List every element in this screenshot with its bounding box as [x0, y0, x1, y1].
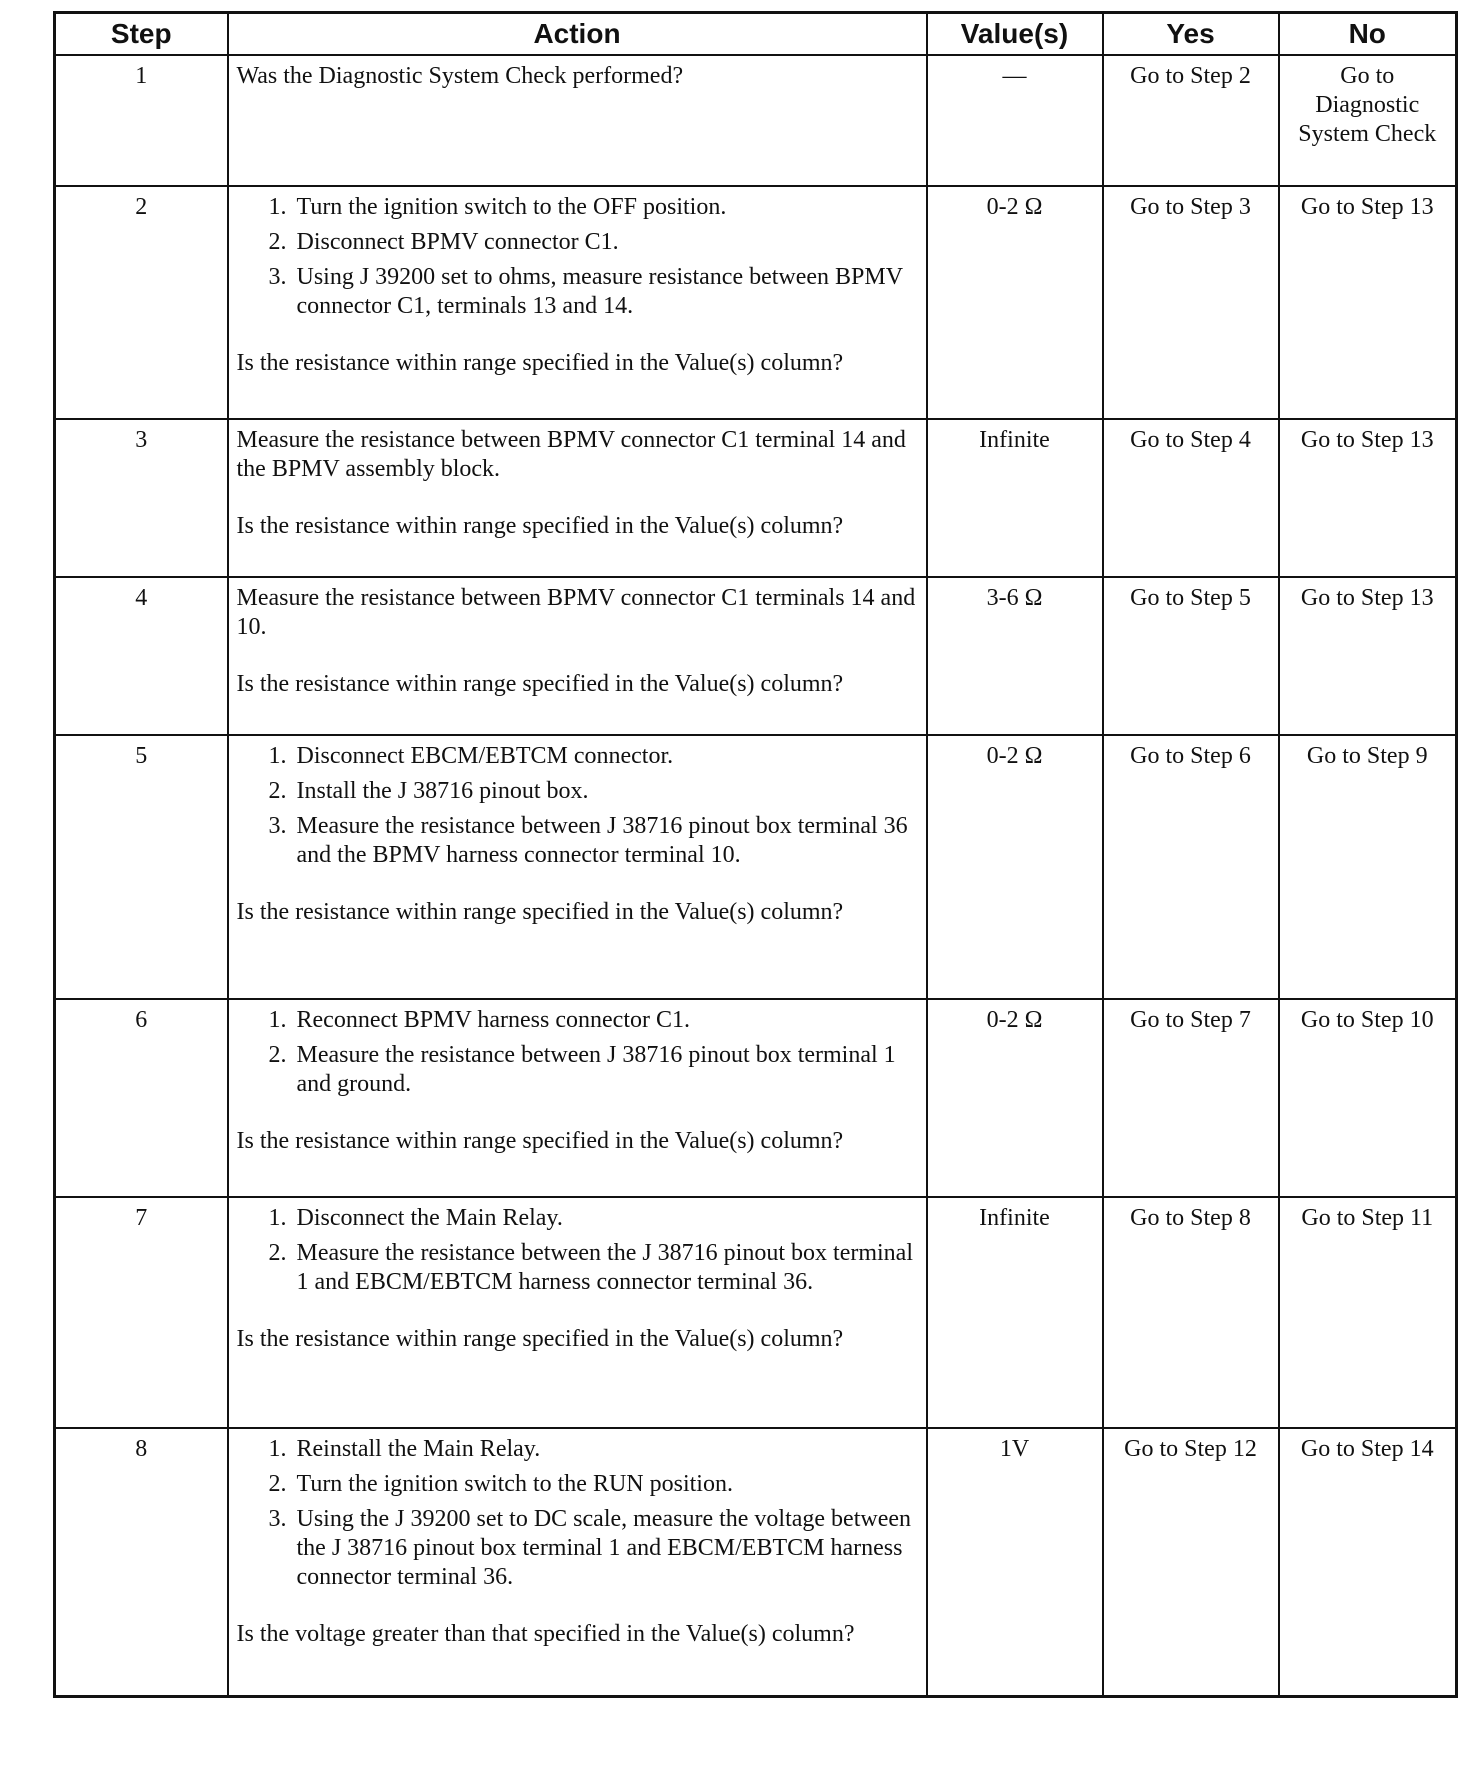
table-row [55, 186, 1457, 419]
action-cell [228, 186, 927, 419]
action-step: 1. Turn the ignition switch to the OFF position. [293, 193, 918, 222]
action-question: Is the resistance within range specified in the Value(s) column? [236, 350, 844, 376]
action-step: 3. Using J 39200 set to ohms, measure resistance between BPMV connector C1, terminals 13 and 14. [293, 263, 918, 321]
value-cell: 0-2 Ω [927, 186, 1103, 419]
no-cell: Go to Step 10 [1279, 999, 1457, 1197]
no-cell: Go to Step 14 [1279, 1428, 1457, 1696]
action-step: 1. Disconnect EBCM/EBTCM connector. [293, 742, 918, 771]
table-row [55, 55, 1457, 186]
step-number: 7 [55, 1197, 228, 1428]
action-step: 2. Disconnect BPMV connector C1. [293, 228, 918, 257]
action-cell [228, 1428, 927, 1696]
yes-cell: Go to Step 2 [1103, 55, 1279, 186]
table-row [55, 577, 1457, 735]
yes-cell: Go to Step 12 [1103, 1428, 1279, 1696]
action-step: 1. Disconnect the Main Relay. [293, 1204, 918, 1233]
yes-cell: Go to Step 8 [1103, 1197, 1279, 1428]
action-step: 3. Using the J 39200 set to DC scale, measure the voltage between the J 38716 pinout box terminal 1 and EBCM/EBTCM harness connector terminal 36. [293, 1505, 918, 1592]
value-cell: 3-6 Ω [927, 577, 1103, 735]
action-question: Is the voltage greater than that specified in the Value(s) column? [236, 1621, 855, 1647]
action-steps [237, 1435, 918, 1592]
table-row [55, 999, 1457, 1197]
yes-cell: Go to Step 6 [1103, 735, 1279, 999]
value-cell: — [927, 55, 1103, 186]
action-cell [228, 735, 927, 999]
value-cell: 0-2 Ω [927, 735, 1103, 999]
value-cell: 1V [927, 1428, 1103, 1696]
action-text: Measure the resistance between BPMV connector C1 terminal 14 and the BPMV assembly block. [236, 427, 906, 482]
table-row [55, 735, 1457, 999]
action-steps [237, 1204, 918, 1297]
action-steps [237, 193, 918, 321]
action-steps [237, 1006, 918, 1099]
step-number: 3 [55, 419, 228, 577]
action-question: Is the resistance within range specified in the Value(s) column? [236, 899, 844, 925]
step-number: 8 [55, 1428, 228, 1696]
no-cell: Go to Step 13 [1279, 419, 1457, 577]
action-cell [228, 55, 927, 186]
action-step: 2. Measure the resistance between the J 38716 pinout box terminal 1 and EBCM/EBTCM harness connector terminal 36. [293, 1239, 918, 1297]
table-row [55, 1428, 1457, 1696]
action-question: Is the resistance within range specified in the Value(s) column? [236, 1128, 844, 1154]
action-step: 3. Measure the resistance between J 38716 pinout box terminal 36 and the BPMV harness connector terminal 10. [293, 812, 918, 870]
yes-cell: Go to Step 7 [1103, 999, 1279, 1197]
no-cell: Go to Step 13 [1279, 577, 1457, 735]
step-number: 5 [55, 735, 228, 999]
step-number: 6 [55, 999, 228, 1197]
header-no: No [1279, 13, 1457, 56]
action-text: Was the Diagnostic System Check performed? [236, 63, 684, 89]
step-number: 2 [55, 186, 228, 419]
value-cell: Infinite [927, 419, 1103, 577]
action-text: Measure the resistance between BPMV connector C1 terminals 14 and 10. [236, 585, 916, 640]
action-cell [228, 1197, 927, 1428]
header-row [55, 13, 1457, 56]
header-step: Step [55, 13, 228, 56]
diagnostic-table [53, 11, 1458, 1698]
table-row [55, 1197, 1457, 1428]
action-cell [228, 419, 927, 577]
value-cell: 0-2 Ω [927, 999, 1103, 1197]
step-number: 4 [55, 577, 228, 735]
no-cell: Go to Step 9 [1279, 735, 1457, 999]
action-question: Is the resistance within range specified in the Value(s) column? [236, 671, 844, 697]
header-yes: Yes [1103, 13, 1279, 56]
action-cell [228, 999, 927, 1197]
action-step: 1. Reinstall the Main Relay. [293, 1435, 918, 1464]
action-question: Is the resistance within range specified in the Value(s) column? [236, 513, 844, 539]
header-values: Value(s) [927, 13, 1103, 56]
no-cell: Go to Step 13 [1279, 186, 1457, 419]
action-step: 2. Install the J 38716 pinout box. [293, 777, 918, 806]
action-step: 2. Measure the resistance between J 38716 pinout box terminal 1 and ground. [293, 1041, 918, 1099]
no-cell: Go to Step 11 [1279, 1197, 1457, 1428]
action-step: 1. Reconnect BPMV harness connector C1. [293, 1006, 918, 1035]
step-number: 1 [55, 55, 228, 186]
table-row [55, 419, 1457, 577]
yes-cell: Go to Step 4 [1103, 419, 1279, 577]
action-steps [237, 742, 918, 870]
action-question: Is the resistance within range specified in the Value(s) column? [236, 1326, 844, 1352]
header-action: Action [228, 13, 927, 56]
yes-cell: Go to Step 5 [1103, 577, 1279, 735]
action-cell [228, 577, 927, 735]
value-cell: Infinite [927, 1197, 1103, 1428]
yes-cell: Go to Step 3 [1103, 186, 1279, 419]
action-step: 2. Turn the ignition switch to the RUN position. [293, 1470, 918, 1499]
no-cell: Go to Diagnostic System Check [1279, 55, 1457, 186]
